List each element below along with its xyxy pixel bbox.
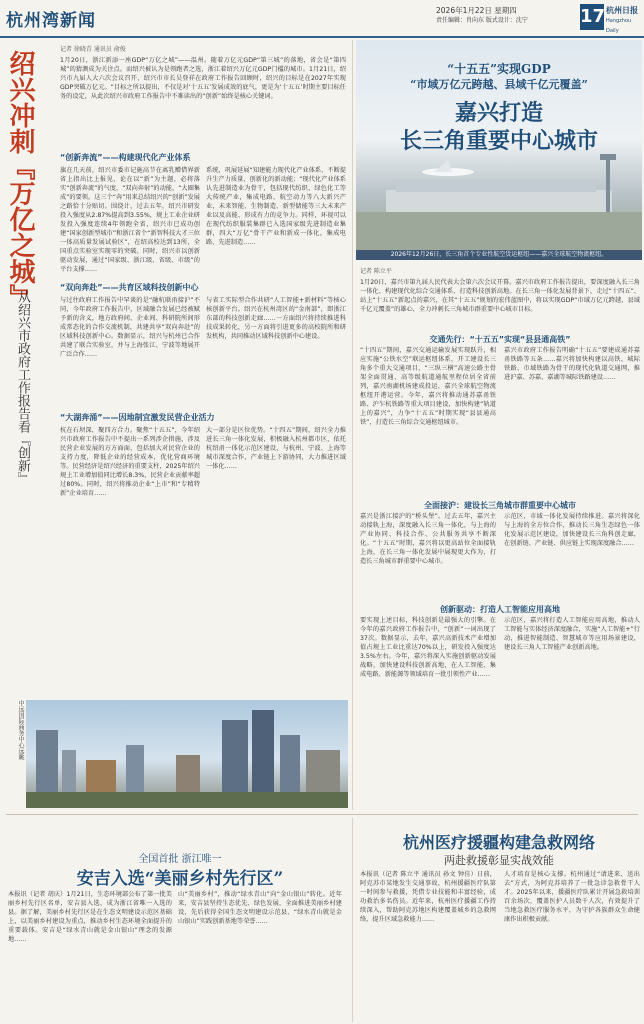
editors-line: 责任编辑：肖向东 版式设计：沈宁 <box>436 17 528 24</box>
medical-body-col2: 人才培育是核心支撑。杭州通过“请进来、送出去”方式，为阿克苏培养了一批急诊急救骨干人才。2025年以来，援疆医疗队累计开展急救培训百余场次，覆盖医护人员数千人次，有效提升了当地急救医疗服务水平，为守护各族群众生命健康作出积极贡献。 <box>504 871 640 923</box>
jiaxing-section-1-title: 交通先行：“十五五”实现“县县通高铁” <box>429 335 571 344</box>
shaoxing-section-3-body: 杭在石坝深，聚四方合力。聚焦“十五五”，今年绍兴市政府工作报告中不提出一系列涉企措施，涉及民营企业发展的方方面面，包括加大对民营企业的支持力度，降低企业的经营成本，优化营商环境等。民营经济是绍兴经济的重要支柱，2025年绍兴规上工业增加值同比增长8.3%，民营企业贡献率超过80%。同时，绍兴将推动企业“上市”和“专精特新”企业培育…… <box>60 427 200 497</box>
rural-kicker: 全国首批 浙江唯一 <box>138 854 222 865</box>
shaoxing-city-photo <box>26 700 348 808</box>
shaoxing-subhead: 从绍兴市政府工作报告看『创新』 <box>15 290 30 485</box>
shaoxing-section-3-title: “大湖奔涌”——因地制宜激发民营企业活力 <box>60 413 215 422</box>
medical-subhead: 两赴救援彰显实战效能 <box>444 854 554 867</box>
bottom-column-divider <box>352 818 353 1022</box>
shaoxing-lead: 1月20日，浙江新添一座GDP“万亿之城”——温州。随着万亿元GDP“第三城”的落地，省会是“第四城”的猜测成为关注点。而绍兴被认为是领跑者之选，浙江着绍兴万亿元GDP门槛的城市。1月21日，绍兴市九届人大六次会议召开，绍兴市市长吴登祥在政府工作报告回顾时，绍兴的目标是在2027年实现GDP突破万亿元。“目标之所以提出，不仅是对‘十五五’发展成效的底气，更是为‘十五五’时期主要目标任务的设定，从此次绍兴市政府工作报告中不难读出的“创新”始终是核心关键词。 <box>60 57 346 100</box>
masthead-date-block <box>436 6 576 26</box>
jiaxing-byline: 记者 陈立平 <box>360 268 392 275</box>
jiaxing-section-2-body-col2: 示范区，市域一体化发展持续推进。嘉兴将深化与上海的全方位合作，推动长三角生态绿色一体化发展示范区建设，加快建设长三角科创走廊，在创新链、产业链、供应链上实现深度融合…… <box>504 513 640 547</box>
page-number: 17 <box>580 4 604 30</box>
paper-name: 杭州日报 <box>606 6 638 15</box>
jiaxing-lead: 1月20日，嘉兴市第九届人民代表大会第六次会议开幕。嘉兴市政府工作报告提出，要深度融入长三角一体化、构建现代化综合交通体系、打造科技创新高地。在长三角一体化发展背景下，走过“十四五”、站上“十五五”新起点的嘉兴，在其“十五五”规划的宏伟蓝图中，将以实现GDP“市域万亿元跨越、县域千亿元覆盖”的雄心，全力冲刺长三角城市群重要中心城市目标。 <box>360 279 640 313</box>
paper-name-block <box>606 6 644 36</box>
jiaxing-headline-line-2: 长三角重要中心城市 <box>399 128 598 154</box>
jiaxing-section-2-body: 嘉兴是浙江接沪的“桥头堡”。过去五年，嘉兴主动接轨上海，深度融入长三角一体化，与上海的产业协同、科技合作、公共服务共享不断深化。“十五五”时期，嘉兴将以更高站位全面接轨上海，在长三角一体化发展中展现更大作为，打造长三角城市群重要中心城市。 <box>360 513 496 565</box>
jiaxing-section-3-body: 要实现上述目标，科技创新是最强大的引擎。在今年的嘉兴政府工作报告中，“创新”一词出现了37次。数据显示，去年，嘉兴高新技术产业增加值占规上工业比重达70%以上，研发投入强度达3.5%左右。今年，嘉兴将深入实施创新驱动发展战略，加快建设科技创新高地，在人工智能、集成电路、新能源等领域培育一批引领性产业…… <box>360 617 496 678</box>
rural-body: 本报讯（记者 胡庆）1月21日，生态环境部公布了第一批美丽乡村先行区名单，安吉县入选，成为浙江省唯一入选的县。据了解，美丽乡村先行区是在生态文明建设示范区基础上，以美丽乡村建设为重点，推动乡村生态环境全面提升的重要载体。安吉是“绿水青山就是金山银山”理念的发源地…… <box>8 891 172 943</box>
date-line: 2026年1月22日 星期四 <box>436 6 517 15</box>
skyline-illustration <box>26 700 348 808</box>
column-divider <box>352 40 353 810</box>
shaoxing-section-2-body-col2: 与省工实际型合作共研“人工智能+新材料”等核心核创新平台。绍兴在杭州湾区的“金南部”，即浙江东部的科技创新走廊……一方面绍兴将持续推进科技成果转化，另一方面将引进更多的高校院所和研发机构，共同推动区域科技创新中心建设。 <box>206 297 346 340</box>
shaoxing-section-1-title: “创新奔流”——构建现代化产业体系 <box>60 153 191 162</box>
shaoxing-section-2-body: 与过往政府工作报告中罕谈的是“融杭联甬接沪”不同，今年政府工作报告中，区域融合发展已经被赋予新的含义，地方政府间、企业间、科研院所间形成常态化的合作交流机制，共建共享“双向奔赴”的区域科技创新中心。数据显示，绍兴与杭州已合作共建了联合实验室，并与上海张江、宁波等地展开广泛合作…… <box>60 297 200 358</box>
jiaxing-section-3-title: 创新驱动：打造人工智能应用高地 <box>440 605 560 614</box>
jiaxing-photo-caption: 2026年12月26日，长三角首个专业性航空货运枢纽——嘉兴全球航空物流枢纽。 <box>356 250 642 260</box>
medical-headline: 杭州医疗援疆构建急救网络 <box>402 833 595 852</box>
section-title: 杭州湾新闻 <box>6 11 96 31</box>
shaoxing-section-2-title: “双向奔赴”——共育区域科技创新中心 <box>60 283 199 292</box>
shaoxing-section-1-body-col2: 系统，巩展延展“知建能力现代化产业体系，不断提升生产力质量、创新化的新动能；“现代化产业体系认先进制造业为骨干，包括现代纺织、绿色化工等大传统产业，集成电路、航空动力等八大新兴产业，未来智能、生物制造、新型储能等三大未来产业以及高能、形成有力的竞争力。同样，环视可以在现代纺织服装集群已入选国家级先进制造业集群，四大“万亿”骨干产业和新成一体化，集成电路、先进制造…… <box>206 167 346 246</box>
shaoxing-section-3-body-col2: 大一部分是区位优势。“十四五”期间，绍兴全力推进长三角一体化发展，积极融入杭州都市区，依托杭绍甬一体化示范区建设，与杭州、宁波、上海等城市深度合作，产业链上下游协同，大力推进区域一体化…… <box>206 427 346 470</box>
rural-body-col2: 山“美丽乡村”，推动“绿水青山”向“金山银山”转化。近年来，安吉县坚持生态优先、绿色发展，全面推进美丽乡村建设，先后获得全国生态文明建设示范县、“绿水青山就是金山银山”实践创新基地等荣誉…… <box>178 891 342 925</box>
medical-body: 本报讯（记者 陈立平 通讯员 孙文 钟佳）日前，阿克苏市某地发生交通事故，杭州援疆医疗队第一时间参与救援，凭借专业技能和丰富经验，成功救治多名伤员。近年来，杭州医疗援疆工作持续深入，帮助阿克苏地区构建覆盖城乡的急救网络，提升区域急救能力…… <box>360 871 496 923</box>
jiaxing-headline-line-1: 嘉兴打造 <box>454 100 543 126</box>
jiaxing-section-3-body-col2: 示范区，嘉兴将打造人工智能应用高地，推动人工智能与实体经济深度融合，实施“人工智能+”行动，推进智能制造、智慧城市等应用场景建设，建设长三角人工智能产业创新高地。 <box>504 617 640 651</box>
jiaxing-section-2-title: 全面接沪：建设长三角城市群重要中心城市 <box>424 501 576 510</box>
shaoxing-byline: 记者 徐晓青 通讯员 俞俊 <box>60 46 126 53</box>
shaoxing-photo-caption: 中远国际商务中心远眺 <box>17 700 24 760</box>
shaoxing-headline: 绍兴冲刺『万亿之城』 <box>5 50 35 310</box>
shaoxing-section-1-body: 旗在几天前，绍兴市委市记施高节在离乳赠借界新省上指出比上报见，论在以“新”为主题，必将落实“创新奔流”的气度，“双向奔射”的动能，“大圈集成”的要领。这三个“奔”用来总结绍兴的“创新”发展之路恰十分贴切。围绕计，过去五年，绍兴市研发投入强度从2.87%提高到3.55%，规上工业企业研发投入强度连续4年领跑全省，绍兴市已成功创建“国家创新型城市”和浙江省个“新智科技大才三位一体高质量发展试验区”，在绍高校达到13所，全国重点实验室实现零的突破。同时，绍兴市以创新驱动发展，通过“国家级、浙江级、省级、市级”的平台支撑…… <box>60 167 200 273</box>
jiaxing-kicker-top: “十五五”实现GDP <box>447 62 551 76</box>
jiaxing-kicker-mid: “市域万亿元跨越、县域千亿元覆盖” <box>410 78 588 91</box>
bottom-divider <box>6 814 638 815</box>
rural-headline: 安吉入选“美丽乡村先行区” <box>76 869 284 889</box>
jiaxing-section-1-body: “十四五”期间，嘉兴交通运输发展实现跃升，相应实施“公铁水空”联运枢纽体系，开工建设长三角多个重大交通项目，“三纵三横”高速公路主骨架全面贯通，高等级航道通航里程位居全省前列，嘉兴南湖机场建成投运，嘉兴全球航空物流枢纽开港运营。今年，嘉兴将推动通苏嘉甬铁路、沪乍杭铁路等重大项目建设，加快构建“轨道上的嘉兴”，力争“十五五”时期实现“县县通高铁”，打造长三角综合交通枢纽城市。 <box>360 347 496 426</box>
jiaxing-section-1-body-col2: 嘉兴市政府工作报告明确“十五五”要建成通苏嘉甬铁路等五条……嘉兴将加快构建以高铁、城际铁路、市域铁路为骨干的现代化轨道交通网，推进沪嘉、苏嘉、嘉湖等城际铁路建设…… <box>504 347 640 381</box>
paper-name-en: Hangzhou Daily <box>606 18 632 34</box>
